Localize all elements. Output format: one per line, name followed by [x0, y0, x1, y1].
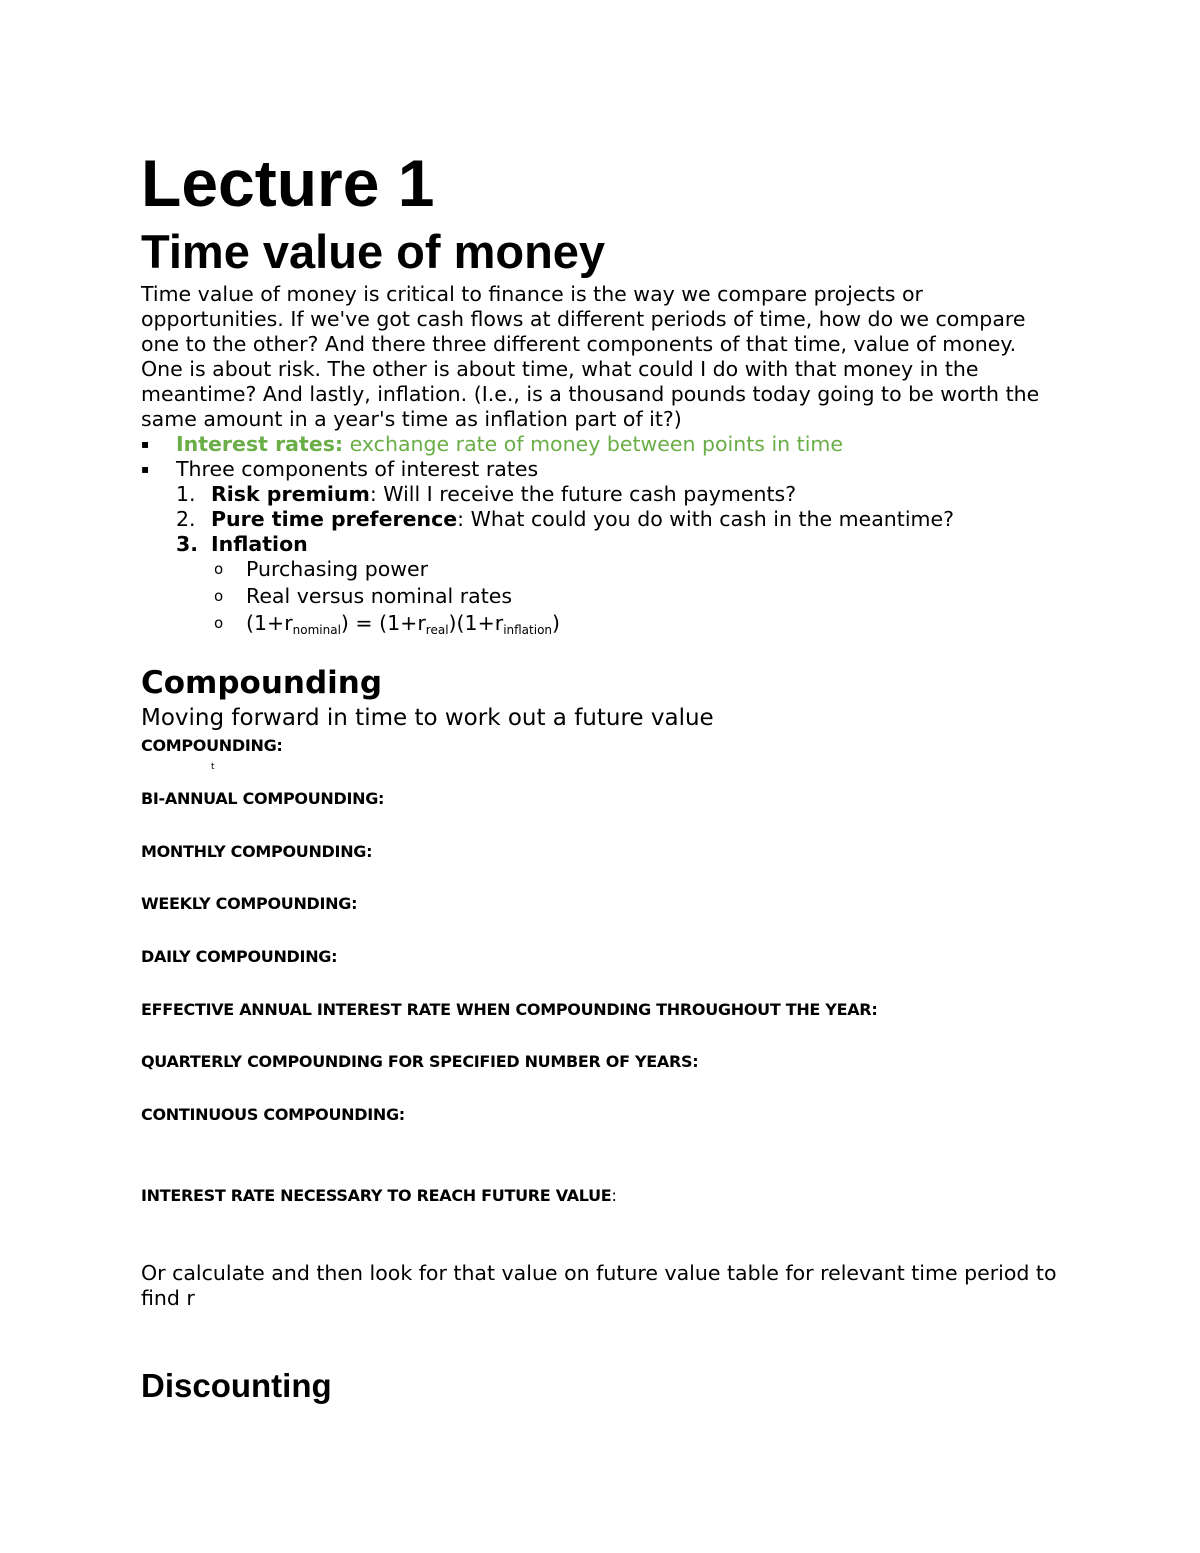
item-number: 2. — [176, 507, 196, 531]
circle-bullet-icon: o — [214, 614, 224, 632]
item-label: Risk premium — [211, 482, 370, 506]
section-title: Time value of money — [141, 225, 606, 278]
square-bullet-icon: ▪ — [141, 437, 150, 451]
sub-item-text: Purchasing power — [246, 557, 429, 581]
daily-label: DAILY COMPOUNDING: — [141, 947, 338, 966]
numbered-item — [141, 507, 1061, 532]
lecture-title: Lecture 1 — [141, 146, 435, 220]
item-text: : What could you do with cash in the meantime? — [457, 507, 954, 531]
numbered-item — [141, 482, 1061, 507]
compounding-label: COMPOUNDING: — [141, 736, 283, 755]
square-bullet-icon: ▪ — [141, 462, 150, 476]
weekly-label: WEEKLY COMPOUNDING: — [141, 894, 358, 913]
components-text: Three components of interest rates — [176, 457, 539, 481]
continuous-label: CONTINUOUS COMPOUNDING: — [141, 1105, 405, 1124]
discounting-heading: Discounting — [141, 1367, 332, 1404]
quarterly-label: QUARTERLY COMPOUNDING FOR SPECIFIED NUMBER OF YEARS: — [141, 1052, 699, 1071]
item-text: : Will I receive the future cash payments? — [369, 482, 797, 506]
circle-bullet-icon: o — [214, 587, 224, 605]
circle-bullet-icon: o — [214, 560, 224, 578]
sub-list-item — [141, 611, 1061, 638]
item-label: Pure time preference — [211, 507, 458, 531]
numbered-item — [141, 532, 1061, 557]
compounding-heading: Compounding — [141, 665, 383, 701]
interest-formula: $(1+r_{nominal}) = (1+r_{real})(1+r_{inflation})$ — [246, 611, 561, 637]
interest-rates-label: Interest rates: — [176, 432, 344, 456]
sub-list-item — [141, 557, 1061, 584]
list-item — [141, 432, 1061, 457]
item-number: 3. — [176, 532, 199, 556]
monthly-label: MONTHLY COMPOUNDING: — [141, 842, 373, 861]
item-label: Inflation — [211, 532, 308, 556]
outro-paragraph: Or calculate and then look for that value on future value table for relevant time period to find r — [141, 1261, 1057, 1310]
formula-fragment: t — [211, 762, 215, 772]
sub-item-text: Real versus nominal rates — [246, 584, 513, 608]
compounding-subheading: Moving forward in time to work out a future value — [141, 705, 714, 731]
bi-annual-label: BI-ANNUAL COMPOUNDING: — [141, 789, 385, 808]
item-number: 1. — [176, 482, 196, 506]
topic-list — [141, 432, 1061, 638]
effective-annual-label: EFFECTIVE ANNUAL INTEREST RATE WHEN COMPOUNDING THROUGHOUT THE YEAR: — [141, 1000, 878, 1019]
list-item — [141, 457, 1061, 482]
sub-list-item — [141, 584, 1061, 611]
intro-paragraph: Time value of money is critical to finance is the way we compare projects or opportunities. If we've got cash flows at different periods of time, how do we compare one to the other? And there three different components of that time, value of money. One is about risk. The other is about time, what could I do with that money in the meantime? And lastly, inflation. (I.e., is a thousand pounds today going to be worth the same amount in a year's time as inflation part of it?) — [141, 282, 1040, 431]
interest-rate-label: INTEREST RATE NECESSARY TO REACH FUTURE VALUE: — [141, 1186, 617, 1205]
interest-rates-text: exchange rate of money between points in time — [349, 432, 843, 456]
